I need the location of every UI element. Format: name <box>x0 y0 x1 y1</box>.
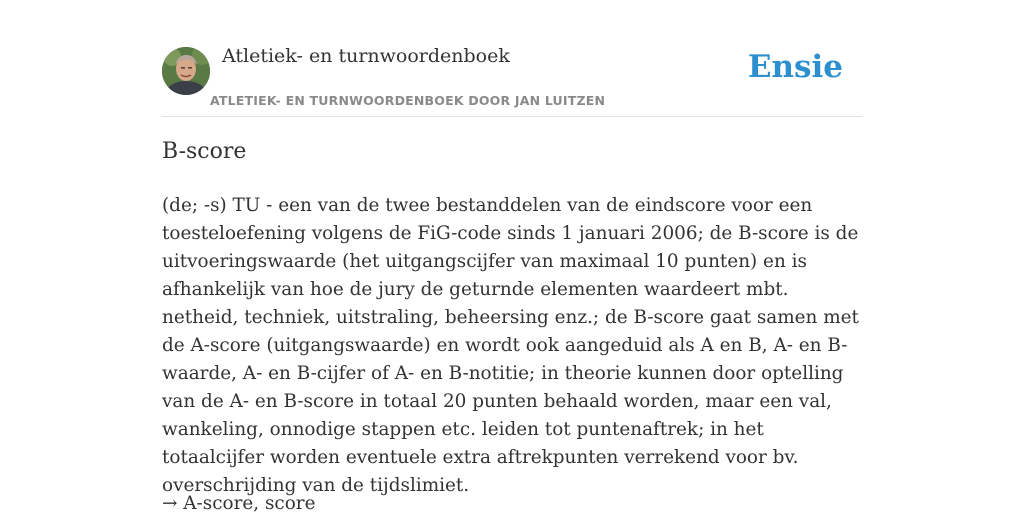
arrow-right-icon: → <box>162 493 178 514</box>
dictionary-title[interactable]: Atletiek- en turnwoordenboek <box>222 45 510 67</box>
author-avatar[interactable] <box>162 47 210 95</box>
see-also-link-a-score[interactable]: A-score <box>183 493 254 514</box>
page <box>162 0 862 514</box>
entry-definition: (de; -s) TU - een van de twee bestanddelen van de eindscore voor een toesteloefening volgens de FiG-code sinds 1 januari 2006; de B-score is de uitvoeringswaarde (het uitgangscijfer van maximaal 10 punten) en is afhankelijk van hoe de jury de geturnde elementen waardeert mbt. netheid, techniek, uitstraling, beheersing enz.; de B-score gaat samen met de A-score (uitgangswaarde) en wordt ook aangeduid als A en B, A- en B-waarde, A- en B-cijfer of A- en B-notitie; in theorie kunnen door optelling van de A- en B-score in totaal 20 punten behaald worden, maar een val, wankeling, onnodige stappen etc. leiden tot puntenaftrek; in het totaalcijfer worden eventuele extra aftrekpunten verrekend voor bv. overschrijding van de tijdslimiet. <box>162 195 859 496</box>
see-also <box>162 490 315 518</box>
see-also-link-score[interactable]: score <box>264 493 316 514</box>
see-also-separator: , <box>253 493 265 514</box>
entry-title: B-score <box>162 139 247 164</box>
dictionary-subtitle[interactable]: ATLETIEK- EN TURNWOORDENBOEK DOOR JAN LUITZEN <box>210 93 606 108</box>
header <box>162 0 862 117</box>
ensie-logo[interactable]: Ensie <box>747 49 843 85</box>
